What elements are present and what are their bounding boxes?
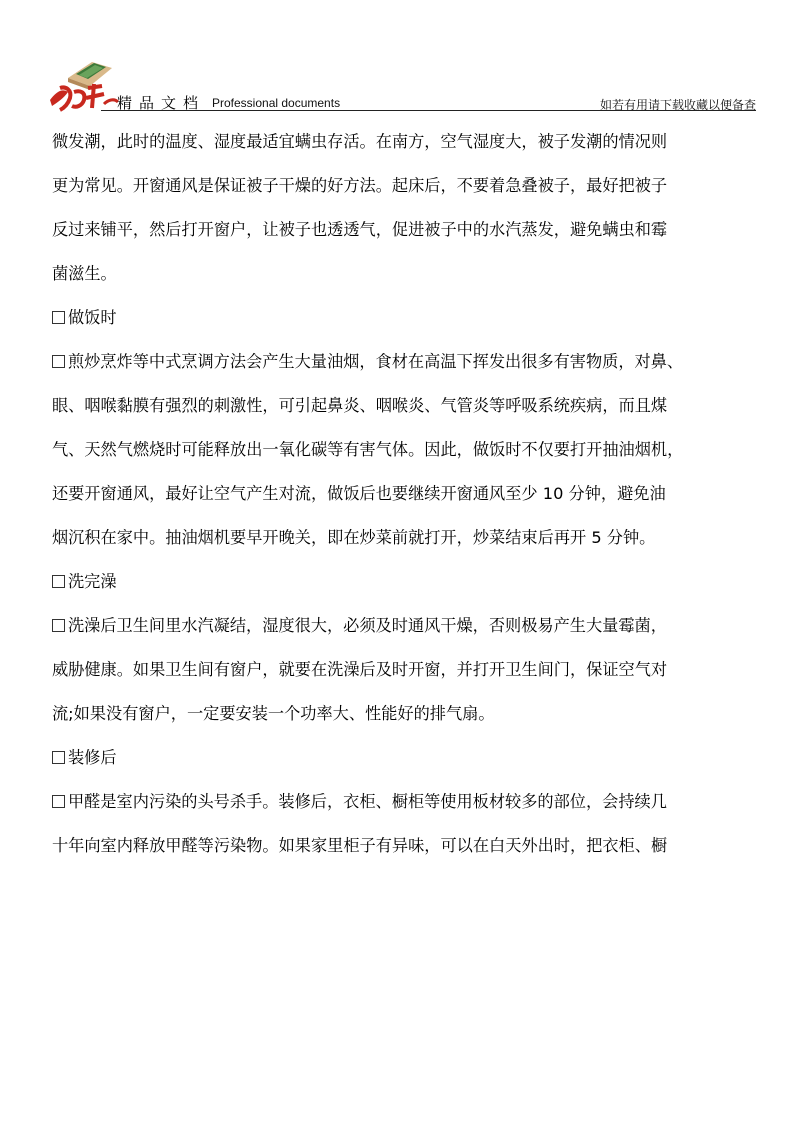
heading-text: 做饭时 — [68, 308, 117, 327]
paragraph-line — [52, 340, 772, 384]
section-heading — [52, 296, 772, 340]
line-text: 洗澡后卫生间里水汽凝结，湿度很大，必须及时通风干燥，否则极易产生大量霉菌， — [68, 616, 667, 635]
paragraph-line — [52, 208, 772, 252]
brand-subtitle: Professional documents — [212, 96, 341, 110]
paragraph-line — [52, 692, 772, 736]
heading-text: 装修后 — [68, 748, 117, 767]
paragraph-line — [52, 780, 772, 824]
line-text: 十年向室内释放甲醛等污染物。如果家里柜子有异味，可以在白天外出时，把衣柜、橱 — [52, 836, 668, 855]
paragraph-line — [52, 164, 772, 208]
paragraph-line — [52, 472, 772, 516]
heading-text: 洗完澡 — [68, 572, 117, 591]
page-header — [0, 0, 794, 112]
line-text: 菌滋生。 — [52, 264, 117, 283]
line-text: 反过来铺平，然后打开窗户，让被子也透透气，促进被子中的水汽蒸发，避免螨虫和霉 — [52, 220, 668, 239]
line-text: 煎炒烹炸等中式烹调方法会产生大量油烟，食材在高温下挥发出很多有害物质，对鼻、 — [68, 352, 684, 371]
line-text: 威胁健康。如果卫生间有窗户，就要在洗澡后及时开窗，并打开卫生间门，保证空气对 — [52, 660, 668, 679]
line-text: 气、天然气燃烧时可能释放出一氧化碳等有害气体。因此，做饭时不仅要打开抽油烟机， — [52, 440, 684, 459]
paragraph-line — [52, 824, 772, 868]
line-text: 烟沉积在家中。抽油烟机要早开晚关，即在炒菜前就打开，炒菜结束后再开 5 分钟。 — [52, 528, 656, 547]
checkbox-glyph-icon — [52, 355, 65, 368]
header-rule — [101, 110, 756, 111]
paragraph-line — [52, 384, 772, 428]
paragraph-line — [52, 648, 772, 692]
line-text: 流;如果没有窗户，一定要安装一个功率大、性能好的排气扇。 — [52, 704, 495, 723]
checkbox-glyph-icon — [52, 575, 65, 588]
paragraph-line — [52, 120, 772, 164]
paragraph-line — [52, 604, 772, 648]
checkbox-glyph-icon — [52, 311, 65, 324]
section-heading — [52, 736, 772, 780]
paragraph-line — [52, 516, 772, 560]
header-note: 如若有用请下载收藏以便备查 — [599, 98, 756, 112]
checkbox-glyph-icon — [52, 619, 65, 632]
checkbox-glyph-icon — [52, 751, 65, 764]
document-body — [52, 120, 772, 868]
line-text: 微发潮，此时的温度、湿度最适宜螨虫存活。在南方，空气湿度大，被子发潮的情况则 — [52, 132, 668, 151]
brand-title: 精品文档 — [117, 94, 206, 112]
line-text: 甲醛是室内污染的头号杀手。装修后，衣柜、橱柜等使用板材较多的部位，会持续几 — [68, 792, 667, 811]
section-heading — [52, 560, 772, 604]
checkbox-glyph-icon — [52, 795, 65, 808]
line-text: 眼、咽喉黏膜有强烈的刺激性，可引起鼻炎、咽喉炎、气管炎等呼吸系统疾病，而且煤 — [52, 396, 668, 415]
line-text: 还要开窗通风，最好让空气产生对流，做饭后也要继续开窗通风至少 10 分钟，避免油 — [52, 484, 666, 503]
paragraph-line — [52, 428, 772, 472]
paragraph-line — [52, 252, 772, 296]
line-text: 更为常见。开窗通风是保证被子干燥的好方法。起床后，不要着急叠被子，最好把被子 — [52, 176, 668, 195]
